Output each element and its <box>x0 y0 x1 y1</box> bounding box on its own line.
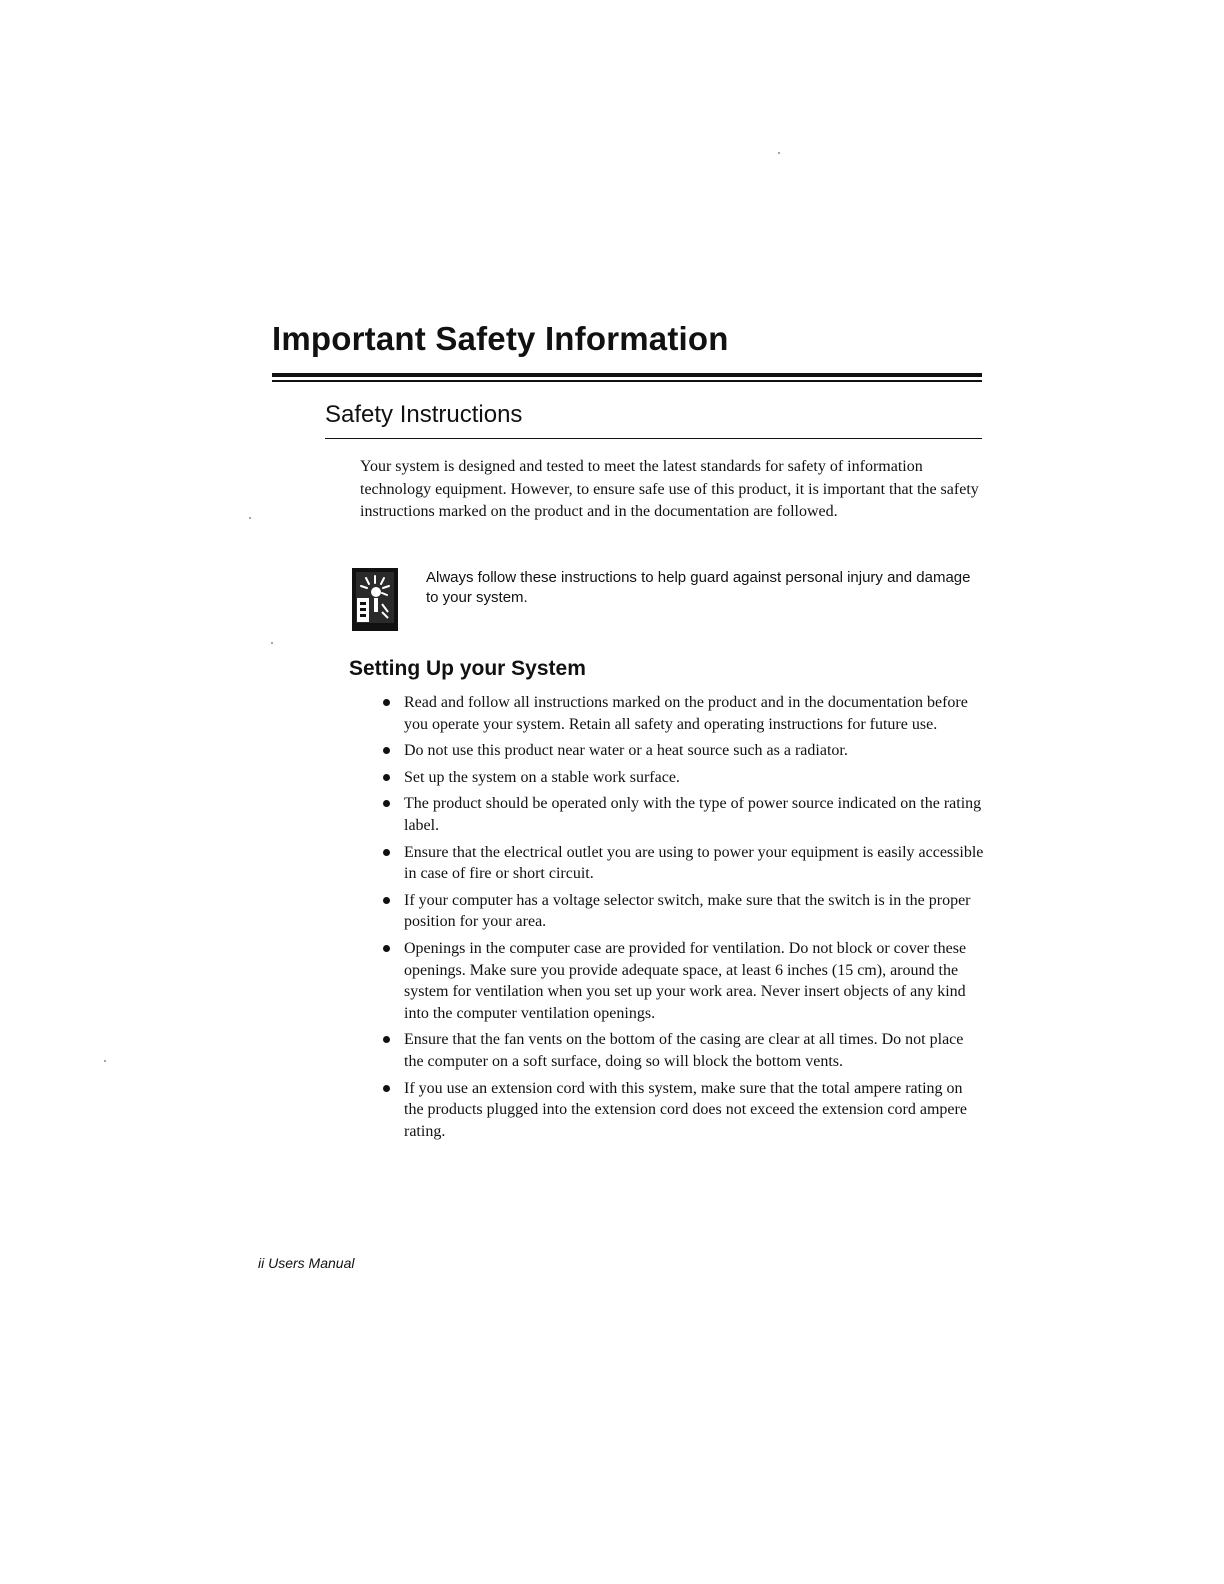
list-item-text: Ensure that the fan vents on the bottom of the casing are clear at all times. Do not place the computer on a soft surface, doing so will block the bottom vents. <box>404 1031 964 1070</box>
bullet-dot-icon <box>383 699 390 706</box>
list-item <box>381 793 985 836</box>
list-item-text: Ensure that the electrical outlet you are using to power your equipment is easily accessible in case of fire or short circuit. <box>404 843 984 883</box>
scan-speck <box>104 1060 106 1062</box>
list-item-text: If your computer has a voltage selector switch, make sure that the switch is in the proper position for your area. <box>404 891 971 931</box>
title-rule-thick <box>272 373 982 377</box>
list-item-text: Do not use this product near water or a heat source such as a radiator. <box>404 742 848 760</box>
scan-speck <box>778 152 780 154</box>
bullet-dot-icon <box>383 1085 390 1092</box>
subsection-title: Setting Up your System <box>349 657 586 680</box>
list-item <box>381 1029 985 1072</box>
bullet-dot-icon <box>383 1036 390 1043</box>
bullet-dot-icon <box>383 774 390 781</box>
caution-note-icon <box>352 568 398 631</box>
bullet-dot-icon <box>383 747 390 754</box>
list-item-text: Read and follow all instructions marked on the product and in the documentation before you operate your system. Retain all safety and operating instructions for future use. <box>404 694 968 733</box>
list-item-text: If you use an extension cord with this system, make sure that the total ampere rating on the products plugged into the extension cord does not exceed the extension cord ampere rating. <box>404 1079 967 1140</box>
list-item <box>381 890 985 933</box>
list-item <box>381 740 985 762</box>
list-item <box>381 1078 985 1143</box>
safety-bullet-list <box>381 692 985 1147</box>
list-item <box>381 938 985 1024</box>
bullet-dot-icon <box>383 800 390 807</box>
title-rule-thin <box>272 380 982 382</box>
scan-speck <box>249 517 251 519</box>
bullet-dot-icon <box>383 945 390 952</box>
bullet-dot-icon <box>383 897 390 904</box>
list-item-text: The product should be operated only with the type of power source indicated on the rating label. <box>404 795 982 834</box>
page-footer: ii Users Manual <box>258 1255 355 1271</box>
list-item <box>381 692 985 735</box>
section-rule <box>325 438 982 439</box>
list-item <box>381 842 985 885</box>
bullet-dot-icon <box>383 849 390 856</box>
intro-paragraph: Your system is designed and tested to meet the latest standards for safety of information technology equipment. However, to ensure safe use of this product, it is important that the safety instructions marked on the product and in the documentation are followed. <box>360 458 979 520</box>
section-title: Safety Instructions <box>325 401 523 428</box>
list-item-text: Set up the system on a stable work surface. <box>404 768 680 786</box>
scan-speck <box>271 642 273 644</box>
list-item-text: Openings in the computer case are provided for ventilation. Do not block or cover these openings. Make sure you provide adequate space, at least 6 inches (15 cm), around the system for ventilation when you set up your work area. Never insert objects of any kind into the computer ventilation openings. <box>404 939 967 1022</box>
list-item <box>381 767 985 789</box>
caution-note-text: Always follow these instructions to help guard against personal injury and damage to your system. <box>426 569 971 606</box>
page-title: Important Safety Information <box>272 320 729 357</box>
